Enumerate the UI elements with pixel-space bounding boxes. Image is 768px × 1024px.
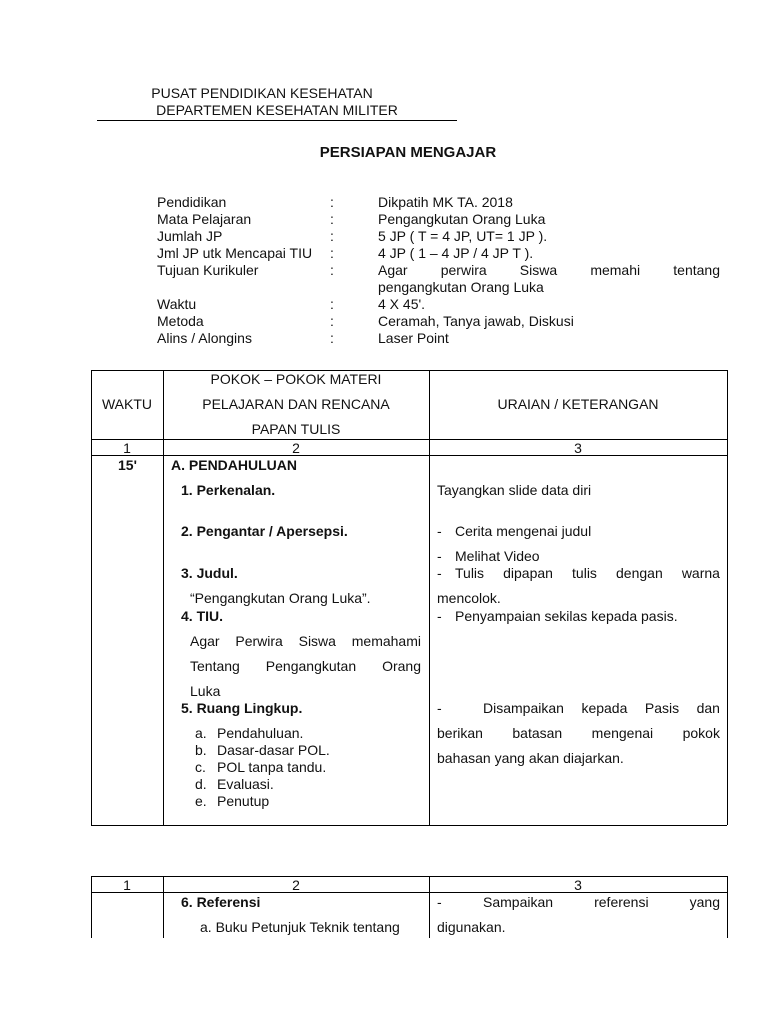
tiu-text-line2: Tentang Pengangkutan Orang — [190, 658, 421, 674]
column-number: 3 — [574, 440, 582, 456]
info-sep: : — [330, 245, 334, 261]
institution-line-2: DEPARTEMEN KESEHATAN MILITER — [156, 102, 398, 118]
info-value-metoda: Ceramah, Tanya jawab, Diskusi — [378, 313, 574, 329]
header-uraian: URAIAN / KETERANGAN — [497, 396, 659, 412]
header-pokok-line2: PELAJARAN DAN RENCANA — [202, 396, 390, 412]
table-col-divider — [429, 370, 430, 825]
table-border-left — [91, 370, 92, 825]
info-value-waktu: 4 X 45'. — [378, 296, 426, 312]
info-label-alins: Alins / Alongins — [157, 330, 252, 346]
tiu-text-line1: Agar Perwira Siswa memahami — [190, 633, 421, 649]
note-referensi: - Sampaikan referensi yang — [437, 894, 720, 910]
column-number: 1 — [123, 877, 131, 893]
note-referensi-cont: digunakan. — [437, 919, 506, 935]
info-value-jumlah-jp: 5 JP ( T = 4 JP, UT= 1 JP ). — [378, 228, 548, 244]
header-pokok-line3: PAPAN TULIS — [251, 421, 341, 437]
info-sep: : — [330, 262, 334, 278]
note-judul-cont: mencolok. — [437, 590, 501, 606]
info-value-tujuan-kurikuler-cont: pengangkutan Orang Luka — [378, 279, 544, 295]
item-referensi: 6. Referensi — [181, 894, 261, 910]
info-value-tujuan-kurikuler: Agar perwira Siswa memahi tentang — [378, 262, 720, 278]
time-value: 15' — [118, 457, 137, 473]
sub-item: b. Dasar-dasar POL. — [195, 742, 330, 758]
sub-item: e. Penutup — [195, 793, 270, 809]
table2-border-right — [727, 876, 728, 938]
table-border-right — [727, 370, 728, 825]
table-col-divider — [163, 370, 164, 825]
info-label-jumlah-jp: Jumlah JP — [157, 228, 223, 244]
item-pengantar: 2. Pengantar / Apersepsi. — [181, 523, 348, 539]
note-ruang-line1: - Disampaikan kepada Pasis dan — [437, 700, 720, 716]
section-heading: A. PENDAHULUAN — [171, 457, 297, 473]
column-number: 2 — [292, 877, 300, 893]
info-sep: : — [330, 313, 334, 329]
item-ruang-lingkup: 5. Ruang Lingkup. — [181, 700, 303, 716]
sub-item: c. POL tanpa tandu. — [195, 759, 327, 775]
info-sep: : — [330, 228, 334, 244]
column-number: 3 — [574, 877, 582, 893]
note-pengantar-1: - Cerita mengenai judul — [437, 523, 592, 539]
info-value-mata-pelajaran: Pengangkutan Orang Luka — [378, 211, 546, 227]
info-value-pendidikan: Dikpatih MK TA. 2018 — [378, 194, 513, 210]
note-tiu: - Penyampaian sekilas kepada pasis. — [437, 608, 678, 624]
info-value-alins: Laser Point — [378, 330, 449, 346]
note-ruang-line3: bahasan yang akan diajarkan. — [437, 750, 624, 766]
info-label-tujuan-kurikuler: Tujuan Kurikuler — [157, 262, 259, 278]
item-tiu: 4. TIU. — [181, 608, 224, 624]
column-number: 1 — [123, 440, 131, 456]
info-label-jml-jp-tiu: Jml JP utk Mencapai TIU — [157, 245, 313, 261]
judul-text: “Pengangkutan Orang Luka”. — [190, 590, 371, 606]
info-label-metoda: Metoda — [157, 313, 204, 329]
info-sep: : — [330, 211, 334, 227]
info-sep: : — [330, 194, 334, 210]
table-border-bottom — [91, 825, 727, 826]
note-judul: - Tulis dipapan tulis dengan warna — [437, 565, 720, 581]
note-perkenalan: Tayangkan slide data diri — [437, 482, 592, 498]
sub-item: d. Evaluasi. — [195, 776, 274, 792]
referensi-sub-a: a. Buku Petunjuk Teknik tentang — [200, 919, 400, 935]
header-waktu: WAKTU — [101, 396, 153, 412]
note-pengantar-2: - Melihat Video — [437, 548, 540, 564]
column-number: 2 — [292, 440, 300, 456]
info-sep: : — [330, 330, 334, 346]
note-ruang-line2: berikan batasan mengenai pokok — [437, 725, 720, 741]
info-value-jml-jp-tiu: 4 JP ( 1 – 4 JP / 4 JP T ). — [378, 245, 534, 261]
header-rule — [97, 120, 457, 121]
info-label-mata-pelajaran: Mata Pelajaran — [157, 211, 252, 227]
item-judul: 3. Judul. — [181, 565, 238, 581]
info-label-waktu: Waktu — [157, 296, 197, 312]
tiu-text-line3: Luka — [190, 683, 221, 699]
info-sep: : — [330, 296, 334, 312]
sub-item: a. Pendahuluan. — [195, 725, 304, 741]
page-title: PERSIAPAN MENGAJAR — [319, 144, 497, 161]
info-label-pendidikan: Pendidikan — [157, 194, 227, 210]
header-pokok-line1: POKOK – POKOK MATERI — [210, 371, 382, 387]
institution-line-1: PUSAT PENDIDIKAN KESEHATAN — [151, 85, 373, 101]
item-perkenalan: 1. Perkenalan. — [181, 482, 276, 498]
